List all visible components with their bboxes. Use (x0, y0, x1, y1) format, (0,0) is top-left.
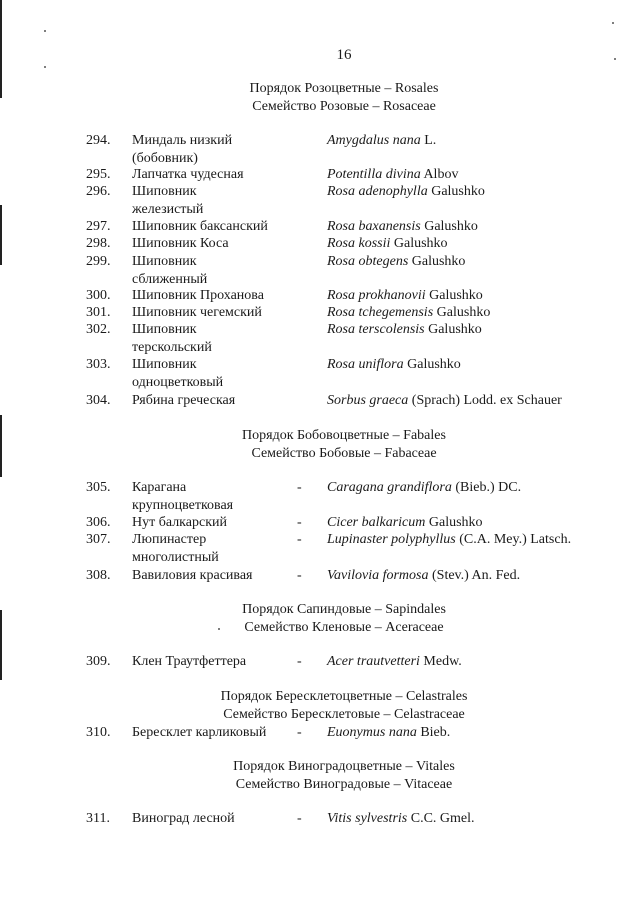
russian-name: Виноград лесной (132, 811, 235, 826)
latin-name: Vitis sylvestris C.C. Gmel. (327, 811, 475, 826)
russian-name: Шиповник баксанский (132, 219, 268, 234)
latin-name: Acer trautvetteri Medw. (327, 654, 462, 669)
russian-name: Рябина греческая (132, 393, 236, 408)
entry-number: 301. (86, 305, 111, 320)
russian-name: Шиповник Проханова (132, 288, 264, 303)
latin-name: Potentilla divina Albov (327, 167, 459, 182)
entry-number: 307. (86, 532, 111, 547)
latin-name: Rosa obtegens Galushko (327, 254, 466, 269)
russian-name: Шиповник железистый (132, 184, 204, 217)
order-heading: Порядок Бобовоцветные – Fabales (242, 428, 446, 443)
order-heading: Порядок Розоцветные – Rosales (249, 81, 439, 96)
russian-name: Шиповник Коса (132, 236, 229, 251)
latin-name: Vavilovia formosa (Stev.) An. Fed. (327, 568, 521, 583)
entry-number: 294. (86, 133, 111, 148)
russian-name: Шиповник терскольский (132, 322, 212, 355)
latin-name: Rosa prokhanovii Galushko (327, 288, 483, 303)
dash-separator: - (297, 811, 302, 826)
dash-separator: - (297, 654, 302, 669)
latin-name: Lupinaster polyphyllus (C.A. Mey.) Latsch. (327, 532, 572, 547)
scan-speck (612, 22, 614, 24)
russian-name: Шиповник одноцветковый (132, 357, 224, 390)
entry-number: 306. (86, 515, 111, 530)
dash-separator: - (297, 532, 302, 547)
latin-name: Rosa terscolensis Galushko (327, 322, 482, 337)
entry-number: 305. (86, 480, 111, 495)
scan-edge-mark (0, 610, 2, 680)
latin-name: Rosa baxanensis Galushko (327, 219, 478, 234)
russian-name: Люпинастер многолистный (132, 532, 219, 565)
order-heading: Порядок Виноградоцветные – Vitales (233, 759, 455, 774)
latin-name: Cicer balkaricum Galushko (327, 515, 483, 530)
order-heading: Порядок Сапиндовые – Sapindales (242, 602, 446, 617)
entry-number: 300. (86, 288, 111, 303)
entry-number: 303. (86, 357, 111, 372)
russian-name: Шиповник сближенный (132, 254, 208, 287)
entry-number: 309. (86, 654, 111, 669)
latin-name: Rosa uniflora Galushko (327, 357, 461, 372)
latin-name: Caragana grandiflora (Bieb.) DC. (327, 480, 522, 495)
dash-separator: - (297, 725, 302, 740)
family-heading: Семейство Розовые – Rosaceae (252, 99, 436, 114)
scan-speck (218, 628, 220, 630)
family-heading: Семейство Виноградовые – Vitaceae (235, 777, 453, 792)
family-heading: Семейство Бобовые – Fabaceae (251, 446, 437, 461)
dash-separator: - (297, 515, 302, 530)
russian-name: Карагана крупноцветковая (132, 480, 234, 513)
scan-edge-mark (0, 415, 2, 477)
russian-name: Бересклет карликовый (132, 725, 267, 740)
russian-name: Клен Траутфеттера (132, 654, 247, 669)
entry-number: 311. (86, 811, 110, 826)
latin-name: Sorbus graeca (Sprach) Lodd. ex Schauer (327, 393, 562, 408)
entry-number: 296. (86, 184, 111, 199)
dash-separator: - (297, 480, 302, 495)
entry-number: 302. (86, 322, 111, 337)
family-heading: Семейство Кленовые – Aceraceae (244, 620, 444, 635)
scan-speck (44, 30, 46, 32)
family-heading: Семейство Бересклетовые – Celastraceae (223, 707, 465, 722)
scan-edge-mark (0, 0, 2, 98)
russian-name: Шиповник чегемский (132, 305, 262, 320)
scan-edge-mark (0, 205, 2, 265)
russian-name: Нут балкарский (132, 515, 227, 530)
entry-number: 299. (86, 254, 111, 269)
latin-name: Rosa kossii Galushko (327, 236, 448, 251)
russian-name: Вавиловия красивая (132, 568, 253, 583)
entry-number: 310. (86, 725, 111, 740)
scan-speck (614, 58, 616, 60)
entry-number: 308. (86, 568, 111, 583)
entry-number: 295. (86, 167, 111, 182)
order-heading: Порядок Бересклетоцветные – Celastrales (220, 689, 468, 704)
scan-speck (44, 66, 46, 68)
russian-name: Миндаль низкий (бобовник) (132, 133, 233, 166)
latin-name: Euonymus nana Bieb. (327, 725, 451, 740)
latin-name: Amygdalus nana L. (327, 133, 437, 148)
latin-name: Rosa adenophylla Galushko (327, 184, 485, 199)
entry-number: 298. (86, 236, 111, 251)
entry-number: 297. (86, 219, 111, 234)
russian-name: Лапчатка чудесная (132, 167, 244, 182)
latin-name: Rosa tchegemensis Galushko (327, 305, 491, 320)
page-number: 16 (336, 47, 352, 63)
entry-number: 304. (86, 393, 111, 408)
dash-separator: - (297, 568, 302, 583)
